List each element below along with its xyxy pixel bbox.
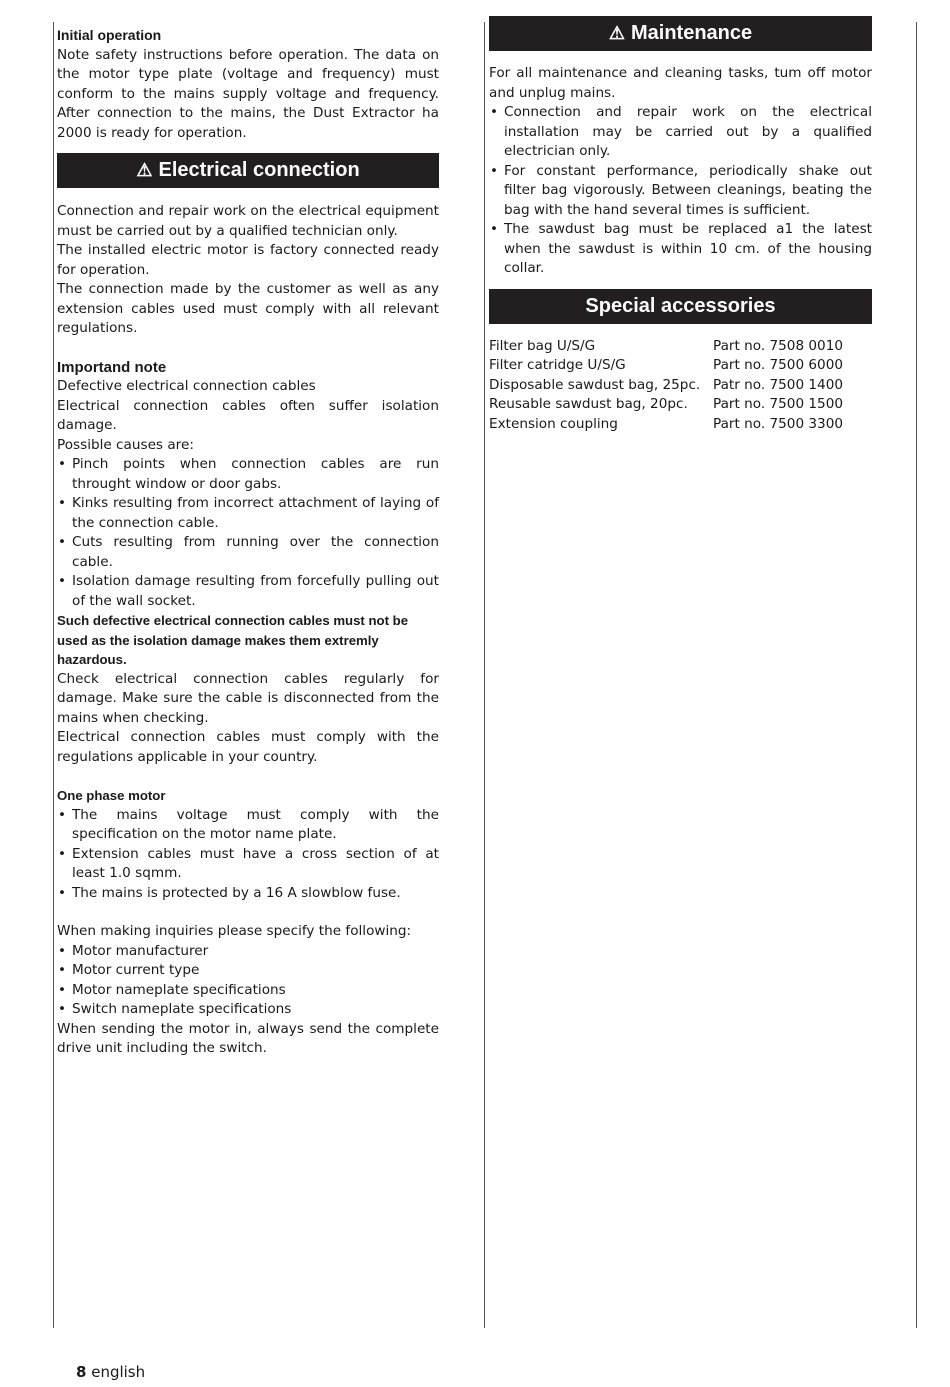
- list-item: • The mains voltage must comply with the specification on the motor name plate.: [57, 806, 439, 845]
- accessory-name: Reusable sawdust bag, 20pc.: [489, 396, 688, 412]
- accessory-part-number: Patr no. 7500 1400: [713, 376, 844, 393]
- list-item: • Switch nameplate specifications: [57, 1000, 439, 1020]
- inquiries-intro: When making inquiries please specify the following:: [57, 923, 412, 939]
- special-accessories-banner: [489, 289, 872, 324]
- table-row: [489, 356, 872, 376]
- page-number: 8: [76, 1363, 87, 1381]
- table-row: [489, 337, 872, 357]
- right-column: [489, 16, 872, 434]
- table-row: [489, 395, 872, 415]
- list-item: • For constant performance, periodically shake out filter bag vigorously. Between cleanings, beating the bag with the hand several times is sufficient.: [489, 162, 872, 221]
- list-item: • The sawdust bag must be replaced a1 the latest when the sawdust is within 10 cm. of the housing collar.: [489, 220, 872, 279]
- maintenance-list: [489, 103, 872, 279]
- special-accessories-title: Special accessories: [585, 294, 776, 317]
- list-item: • Pinch points when connection cables are run throught window or door gabs.: [57, 455, 439, 494]
- footer-language: english: [91, 1363, 146, 1381]
- accessory-part-number: Part no. 7500 1500: [713, 396, 844, 412]
- accessory-name: Disposable sawdust bag, 25pc.: [489, 376, 701, 393]
- maintenance-banner: [489, 16, 872, 51]
- electrical-paragraph-2: The installed electric motor is factory connected ready for operation.: [57, 242, 439, 278]
- list-item: • Connection and repair work on the electrical installation may be carried out by a qualified electrician only.: [489, 103, 872, 162]
- left-column: [57, 26, 439, 1059]
- table-row: [489, 415, 872, 435]
- electrical-paragraph-1: Connection and repair work on the electrical equipment must be carried out by a qualified technician only.: [57, 203, 439, 239]
- inquiries-list: [57, 942, 439, 1020]
- electrical-connection-title: Electrical connection: [158, 159, 360, 181]
- one-phase-motor-section: [57, 786, 439, 903]
- important-note-section: [57, 358, 439, 768]
- electrical-connection-banner: [57, 153, 439, 188]
- inquiries-section: [57, 922, 439, 1059]
- maintenance-intro: For all maintenance and cleaning tasks, tum off motor and unplug mains.: [489, 65, 872, 101]
- initial-operation-heading: Initial operation: [57, 27, 162, 43]
- important-note-paragraph-4: Check electrical connection cables regularly for damage. Make sure the cable is disconnected from the mains when checking.: [57, 670, 439, 726]
- accessory-part-number: Part no. 7508 0010: [713, 337, 844, 354]
- warning-triangle-icon: ⚠: [608, 23, 625, 43]
- list-item: • Motor nameplate specifications: [57, 981, 439, 1001]
- list-item: • Isolation damage resulting from forcefully pulling out of the wall socket.: [57, 572, 439, 611]
- inquiries-outro: When sending the motor in, always send the complete drive unit including the switch.: [57, 1020, 439, 1056]
- accessory-part-number: Part no. 7500 3300: [713, 415, 844, 432]
- accessory-name: Filter catridge U/S/G: [489, 357, 626, 373]
- accessory-name: Filter bag U/S/G: [489, 337, 596, 354]
- initial-operation-text: Note safety instructions before operation. The data on the motor type plate (voltage and frequency) must conform to the mains supply voltage and frequency. After connection to the mains, the Dust Extractor ha 2000 is ready for operation.: [57, 46, 439, 141]
- right-margin-rule: [916, 22, 917, 1328]
- list-item: • Extension cables must have a cross section of at least 1.0 sqmm.: [57, 845, 439, 884]
- electrical-connection-section: [57, 202, 439, 339]
- list-item: • Cuts resulting from running over the connection cable.: [57, 533, 439, 572]
- list-item: • Kinks resulting from incorrect attachment of laying of the connection cable.: [57, 494, 439, 533]
- electrical-paragraph-3: The connection made by the customer as well as any extension cables used must comply with all relevant regulations.: [57, 281, 439, 336]
- one-phase-list: [57, 806, 439, 904]
- causes-list: [57, 455, 439, 611]
- accessory-part-number: Part no. 7500 6000: [713, 357, 844, 373]
- important-note-paragraph-2: Electrical connection cables often suffer isolation damage.: [57, 397, 439, 433]
- list-item: • Motor current type: [57, 961, 439, 981]
- table-row: [489, 376, 872, 396]
- list-item: • Motor manufacturer: [57, 942, 439, 962]
- accessories-table: [489, 337, 872, 435]
- maintenance-title: Maintenance: [630, 22, 753, 44]
- important-note-paragraph-1: Defective electrical connection cables: [57, 378, 316, 394]
- hazard-warning: Such defective electrical connection cables must not be used as the isolation damage makes them extremly hazardous.: [57, 613, 409, 667]
- column-divider-rule: [484, 22, 485, 1328]
- maintenance-section: [489, 64, 872, 279]
- accessory-name: Extension coupling: [489, 415, 618, 432]
- left-margin-rule: [53, 22, 54, 1328]
- important-note-paragraph-5: Electrical connection cables must comply with the regulations applicable in your country.: [57, 729, 439, 765]
- initial-operation-section: [57, 26, 439, 143]
- list-item: • The mains is protected by a 16 A slowblow fuse.: [57, 884, 439, 904]
- important-note-paragraph-3: Possible causes are:: [57, 436, 194, 453]
- page-footer: [76, 1363, 145, 1383]
- one-phase-motor-heading: One phase motor: [57, 788, 166, 803]
- warning-triangle-icon: ⚠: [136, 160, 153, 180]
- important-note-heading: Importand note: [57, 358, 167, 376]
